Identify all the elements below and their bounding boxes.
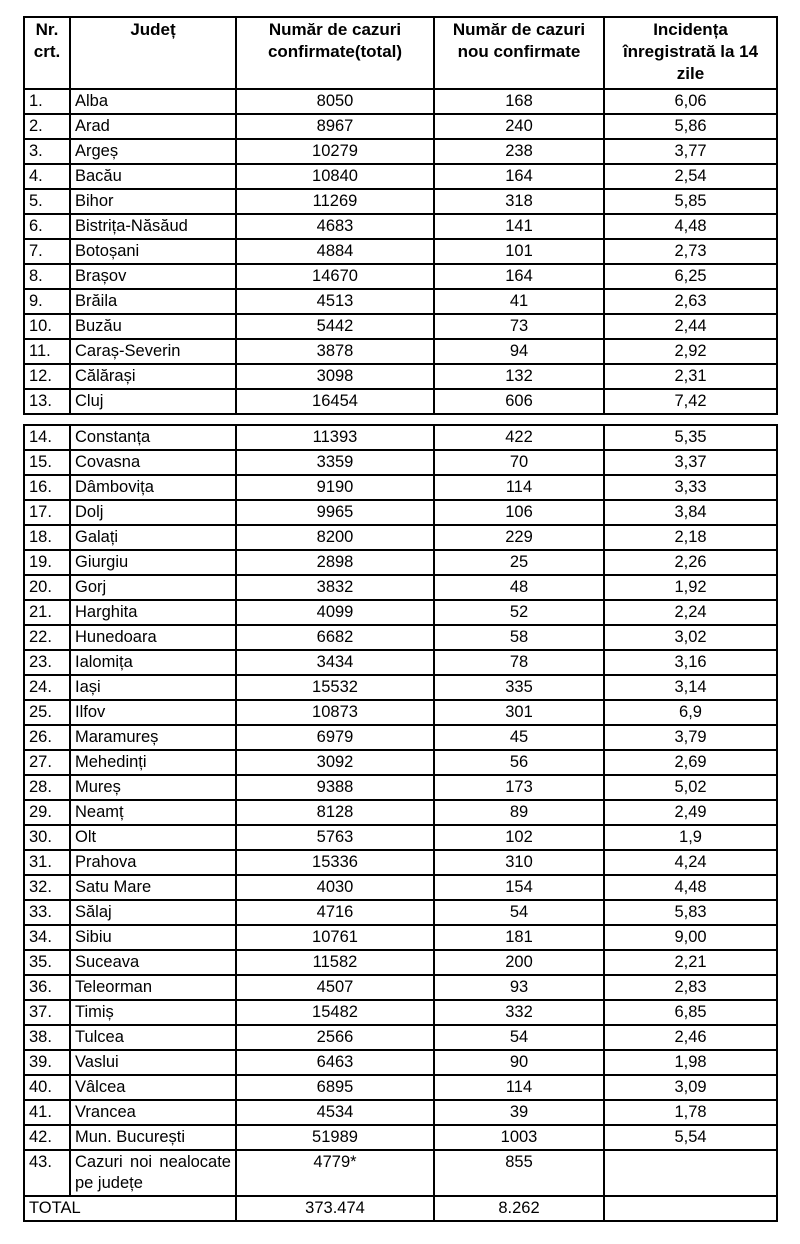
- incidence-14d: 2,31: [604, 364, 777, 389]
- table-row: [24, 425, 777, 450]
- confirmed-total: 51989: [236, 1125, 434, 1150]
- row-number: 18.: [24, 525, 70, 550]
- row-number: 36.: [24, 975, 70, 1000]
- incidence-14d: 3,09: [604, 1075, 777, 1100]
- table-row: [24, 700, 777, 725]
- incidence-14d: 2,46: [604, 1025, 777, 1050]
- incidence-14d: 2,26: [604, 550, 777, 575]
- row-number: 42.: [24, 1125, 70, 1150]
- incidence-14d: [604, 1150, 777, 1196]
- new-cases: 238: [434, 139, 604, 164]
- incidence-14d: 1,78: [604, 1100, 777, 1125]
- county-name: Vâlcea: [70, 1075, 236, 1100]
- table-row: [24, 675, 777, 700]
- confirmed-total: 6682: [236, 625, 434, 650]
- county-name: Tulcea: [70, 1025, 236, 1050]
- incidence-14d: 7,42: [604, 389, 777, 414]
- table-row: [24, 600, 777, 625]
- incidence-14d: 1,98: [604, 1050, 777, 1075]
- incidence-14d: 5,35: [604, 425, 777, 450]
- table-row: [24, 950, 777, 975]
- row-number: 28.: [24, 775, 70, 800]
- table-row: [24, 1000, 777, 1025]
- confirmed-total: 4507: [236, 975, 434, 1000]
- incidence-14d: 3,33: [604, 475, 777, 500]
- new-cases: 114: [434, 475, 604, 500]
- confirmed-total: 4683: [236, 214, 434, 239]
- table-row: [24, 1025, 777, 1050]
- table-row: [24, 289, 777, 314]
- table-row: [24, 800, 777, 825]
- row-number: 1.: [24, 89, 70, 114]
- row-number: 34.: [24, 925, 70, 950]
- confirmed-total: 3359: [236, 450, 434, 475]
- confirmed-total: 3092: [236, 750, 434, 775]
- row-number: 33.: [24, 900, 70, 925]
- county-name: Dâmbovița: [70, 475, 236, 500]
- row-number: 15.: [24, 450, 70, 475]
- new-cases: 54: [434, 1025, 604, 1050]
- confirmed-total: 6895: [236, 1075, 434, 1100]
- new-cases: 164: [434, 264, 604, 289]
- incidence-14d: 5,86: [604, 114, 777, 139]
- incidence-14d: 4,24: [604, 850, 777, 875]
- table-row: [24, 114, 777, 139]
- row-number: 16.: [24, 475, 70, 500]
- table-row: [24, 550, 777, 575]
- row-number: 39.: [24, 1050, 70, 1075]
- new-cases: 102: [434, 825, 604, 850]
- confirmed-total: 8967: [236, 114, 434, 139]
- new-cases: 94: [434, 339, 604, 364]
- confirmed-total: 8128: [236, 800, 434, 825]
- row-number: 24.: [24, 675, 70, 700]
- row-number: 41.: [24, 1100, 70, 1125]
- confirmed-total: 6979: [236, 725, 434, 750]
- confirmed-total: 3832: [236, 575, 434, 600]
- incidence-14d: 5,02: [604, 775, 777, 800]
- county-name: Satu Mare: [70, 875, 236, 900]
- row-number: 29.: [24, 800, 70, 825]
- incidence-14d: 3,14: [604, 675, 777, 700]
- incidence-14d: 2,92: [604, 339, 777, 364]
- row-number: 37.: [24, 1000, 70, 1025]
- table-row: [24, 1125, 777, 1150]
- new-cases: 141: [434, 214, 604, 239]
- county-name: Suceava: [70, 950, 236, 975]
- new-cases: 106: [434, 500, 604, 525]
- confirmed-total: 15336: [236, 850, 434, 875]
- incidence-14d: 2,83: [604, 975, 777, 1000]
- new-cases: 41: [434, 289, 604, 314]
- counties-table-lower: [23, 424, 778, 1222]
- county-name: Iași: [70, 675, 236, 700]
- row-number: 38.: [24, 1025, 70, 1050]
- table-row: [24, 475, 777, 500]
- county-name: Bacău: [70, 164, 236, 189]
- new-cases: 200: [434, 950, 604, 975]
- county-name: Buzău: [70, 314, 236, 339]
- new-cases: 93: [434, 975, 604, 1000]
- row-number: 20.: [24, 575, 70, 600]
- county-name: Arad: [70, 114, 236, 139]
- new-cases: 132: [434, 364, 604, 389]
- confirmed-total: 4779*: [236, 1150, 434, 1196]
- table-row: [24, 850, 777, 875]
- table-row: [24, 925, 777, 950]
- new-cases: 173: [434, 775, 604, 800]
- new-cases: 422: [434, 425, 604, 450]
- row-number: 5.: [24, 189, 70, 214]
- incidence-14d: 2,54: [604, 164, 777, 189]
- confirmed-total: 4030: [236, 875, 434, 900]
- table-row: [24, 725, 777, 750]
- county-name: Prahova: [70, 850, 236, 875]
- new-cases: 90: [434, 1050, 604, 1075]
- county-name: Brăila: [70, 289, 236, 314]
- row-number: 2.: [24, 114, 70, 139]
- county-name: Vaslui: [70, 1050, 236, 1075]
- confirmed-total: 5763: [236, 825, 434, 850]
- table-row: [24, 1150, 777, 1196]
- confirmed-total: 6463: [236, 1050, 434, 1075]
- table-row: [24, 164, 777, 189]
- table-row: [24, 775, 777, 800]
- row-number: 31.: [24, 850, 70, 875]
- county-name: Gorj: [70, 575, 236, 600]
- incidence-14d: 2,21: [604, 950, 777, 975]
- confirmed-total: 3434: [236, 650, 434, 675]
- header-incidence-14d: Incidența înregistrată la 14 zile: [604, 17, 777, 89]
- incidence-14d: 6,85: [604, 1000, 777, 1025]
- table-row: [24, 214, 777, 239]
- confirmed-total: 4534: [236, 1100, 434, 1125]
- county-name: Călărași: [70, 364, 236, 389]
- incidence-14d: 2,24: [604, 600, 777, 625]
- header-new-confirmed: Număr de cazuri nou confirmate: [434, 17, 604, 89]
- incidence-14d: 3,37: [604, 450, 777, 475]
- incidence-14d: 4,48: [604, 875, 777, 900]
- header-nr-crt: Nr. crt.: [24, 17, 70, 89]
- incidence-14d: 5,85: [604, 189, 777, 214]
- county-name: Galați: [70, 525, 236, 550]
- row-number: 9.: [24, 289, 70, 314]
- table-row: [24, 575, 777, 600]
- table-row: [24, 239, 777, 264]
- total-label: TOTAL: [24, 1196, 236, 1221]
- confirmed-total: 10840: [236, 164, 434, 189]
- confirmed-total: 11269: [236, 189, 434, 214]
- table-row: [24, 825, 777, 850]
- county-name: Ilfov: [70, 700, 236, 725]
- county-name: Hunedoara: [70, 625, 236, 650]
- row-number: 8.: [24, 264, 70, 289]
- county-name: Vrancea: [70, 1100, 236, 1125]
- incidence-14d: 3,16: [604, 650, 777, 675]
- table-row: [24, 1050, 777, 1075]
- incidence-14d: 1,92: [604, 575, 777, 600]
- table-row: [24, 900, 777, 925]
- new-cases: 240: [434, 114, 604, 139]
- new-cases: 855: [434, 1150, 604, 1196]
- incidence-14d: 5,83: [604, 900, 777, 925]
- county-name: Harghita: [70, 600, 236, 625]
- county-name: Covasna: [70, 450, 236, 475]
- county-name: Cluj: [70, 389, 236, 414]
- confirmed-total: 10279: [236, 139, 434, 164]
- county-name: Mun. București: [70, 1125, 236, 1150]
- new-cases: 164: [434, 164, 604, 189]
- confirmed-total: 9388: [236, 775, 434, 800]
- confirmed-total: 8200: [236, 525, 434, 550]
- new-cases: 1003: [434, 1125, 604, 1150]
- incidence-14d: 2,73: [604, 239, 777, 264]
- header-confirmed-total: Număr de cazuri confirmate(total): [236, 17, 434, 89]
- total-row: [24, 1196, 777, 1221]
- county-name: Mehedinți: [70, 750, 236, 775]
- new-cases: 39: [434, 1100, 604, 1125]
- incidence-14d: 1,9: [604, 825, 777, 850]
- row-number: 6.: [24, 214, 70, 239]
- table-row: [24, 89, 777, 114]
- confirmed-total: 5442: [236, 314, 434, 339]
- table-row: [24, 189, 777, 214]
- new-cases: 181: [434, 925, 604, 950]
- county-name: Maramureș: [70, 725, 236, 750]
- table-row: [24, 1100, 777, 1125]
- row-number: 26.: [24, 725, 70, 750]
- confirmed-total: 15532: [236, 675, 434, 700]
- confirmed-total: 10873: [236, 700, 434, 725]
- row-number: 19.: [24, 550, 70, 575]
- row-number: 12.: [24, 364, 70, 389]
- table-row: [24, 1075, 777, 1100]
- new-cases: 58: [434, 625, 604, 650]
- incidence-14d: 5,54: [604, 1125, 777, 1150]
- incidence-14d: 9,00: [604, 925, 777, 950]
- table-row: [24, 339, 777, 364]
- county-name: Olt: [70, 825, 236, 850]
- total-confirmed-value: 373.474: [236, 1196, 434, 1221]
- row-number: 17.: [24, 500, 70, 525]
- new-cases: 154: [434, 875, 604, 900]
- new-cases: 73: [434, 314, 604, 339]
- county-name: Bistrița-Năsăud: [70, 214, 236, 239]
- new-cases: 45: [434, 725, 604, 750]
- row-number: 23.: [24, 650, 70, 675]
- counties-table-upper: [23, 16, 778, 415]
- row-number: 30.: [24, 825, 70, 850]
- new-cases: 89: [434, 800, 604, 825]
- county-name: Teleorman: [70, 975, 236, 1000]
- county-name: Dolj: [70, 500, 236, 525]
- page-break-gap: [23, 415, 776, 424]
- new-cases: 114: [434, 1075, 604, 1100]
- row-number: 13.: [24, 389, 70, 414]
- county-name: Mureș: [70, 775, 236, 800]
- incidence-14d: 6,25: [604, 264, 777, 289]
- county-name: Botoșani: [70, 239, 236, 264]
- incidence-14d: 2,69: [604, 750, 777, 775]
- table-row: [24, 750, 777, 775]
- new-cases: 52: [434, 600, 604, 625]
- table-row: [24, 314, 777, 339]
- confirmed-total: 4513: [236, 289, 434, 314]
- incidence-14d: 3,77: [604, 139, 777, 164]
- new-cases: 301: [434, 700, 604, 725]
- incidence-14d: 4,48: [604, 214, 777, 239]
- row-number: 10.: [24, 314, 70, 339]
- confirmed-total: 9190: [236, 475, 434, 500]
- row-number: 27.: [24, 750, 70, 775]
- new-cases: 70: [434, 450, 604, 475]
- row-number: 32.: [24, 875, 70, 900]
- row-number: 11.: [24, 339, 70, 364]
- table-row: [24, 500, 777, 525]
- new-cases: 48: [434, 575, 604, 600]
- confirmed-total: 4716: [236, 900, 434, 925]
- new-cases: 318: [434, 189, 604, 214]
- county-name: Alba: [70, 89, 236, 114]
- county-name: Sibiu: [70, 925, 236, 950]
- row-number: 3.: [24, 139, 70, 164]
- new-cases: 335: [434, 675, 604, 700]
- county-name: Giurgiu: [70, 550, 236, 575]
- county-name: Ialomița: [70, 650, 236, 675]
- confirmed-total: 15482: [236, 1000, 434, 1025]
- confirmed-total: 2898: [236, 550, 434, 575]
- row-number: 40.: [24, 1075, 70, 1100]
- new-cases: 229: [434, 525, 604, 550]
- row-number: 25.: [24, 700, 70, 725]
- county-name: Argeș: [70, 139, 236, 164]
- county-name: Caraș-Severin: [70, 339, 236, 364]
- new-cases: 606: [434, 389, 604, 414]
- table-row: [24, 975, 777, 1000]
- confirmed-total: 4099: [236, 600, 434, 625]
- table-row: [24, 264, 777, 289]
- header-row: [24, 17, 777, 89]
- table-row: [24, 364, 777, 389]
- row-number: 7.: [24, 239, 70, 264]
- confirmed-total: 16454: [236, 389, 434, 414]
- table-row: [24, 650, 777, 675]
- table-row: [24, 450, 777, 475]
- incidence-14d: 2,44: [604, 314, 777, 339]
- new-cases: 101: [434, 239, 604, 264]
- new-cases: 56: [434, 750, 604, 775]
- incidence-14d: 3,79: [604, 725, 777, 750]
- row-number: 21.: [24, 600, 70, 625]
- county-name: Brașov: [70, 264, 236, 289]
- incidence-14d: 2,63: [604, 289, 777, 314]
- table-row: [24, 875, 777, 900]
- new-cases: 310: [434, 850, 604, 875]
- row-number: 22.: [24, 625, 70, 650]
- confirmed-total: 2566: [236, 1025, 434, 1050]
- county-name: Sălaj: [70, 900, 236, 925]
- table-row: [24, 139, 777, 164]
- new-cases: 168: [434, 89, 604, 114]
- total-new-value: 8.262: [434, 1196, 604, 1221]
- incidence-14d: 3,02: [604, 625, 777, 650]
- table-row: [24, 525, 777, 550]
- row-number: 14.: [24, 425, 70, 450]
- confirmed-total: 9965: [236, 500, 434, 525]
- confirmed-total: 3878: [236, 339, 434, 364]
- county-name: Timiș: [70, 1000, 236, 1025]
- new-cases: 54: [434, 900, 604, 925]
- county-name: Constanța: [70, 425, 236, 450]
- confirmed-total: 8050: [236, 89, 434, 114]
- county-name: Neamț: [70, 800, 236, 825]
- new-cases: 332: [434, 1000, 604, 1025]
- incidence-14d: 2,49: [604, 800, 777, 825]
- confirmed-total: 11393: [236, 425, 434, 450]
- table-header: [24, 17, 777, 89]
- incidence-14d: 6,9: [604, 700, 777, 725]
- table-row: [24, 625, 777, 650]
- row-number: 43.: [24, 1150, 70, 1196]
- county-name: Bihor: [70, 189, 236, 214]
- incidence-14d: 3,84: [604, 500, 777, 525]
- table-footer: [24, 1196, 777, 1221]
- confirmed-total: 11582: [236, 950, 434, 975]
- confirmed-total: 10761: [236, 925, 434, 950]
- incidence-14d: 6,06: [604, 89, 777, 114]
- row-number: 35.: [24, 950, 70, 975]
- incidence-14d: 2,18: [604, 525, 777, 550]
- row-number: 4.: [24, 164, 70, 189]
- header-judet: Județ: [70, 17, 236, 89]
- new-cases: 25: [434, 550, 604, 575]
- confirmed-total: 14670: [236, 264, 434, 289]
- county-name: Cazuri noi nealocate pe județe: [70, 1150, 236, 1196]
- confirmed-total: 4884: [236, 239, 434, 264]
- table-row: [24, 389, 777, 414]
- confirmed-total: 3098: [236, 364, 434, 389]
- total-incidence-value: [604, 1196, 777, 1221]
- new-cases: 78: [434, 650, 604, 675]
